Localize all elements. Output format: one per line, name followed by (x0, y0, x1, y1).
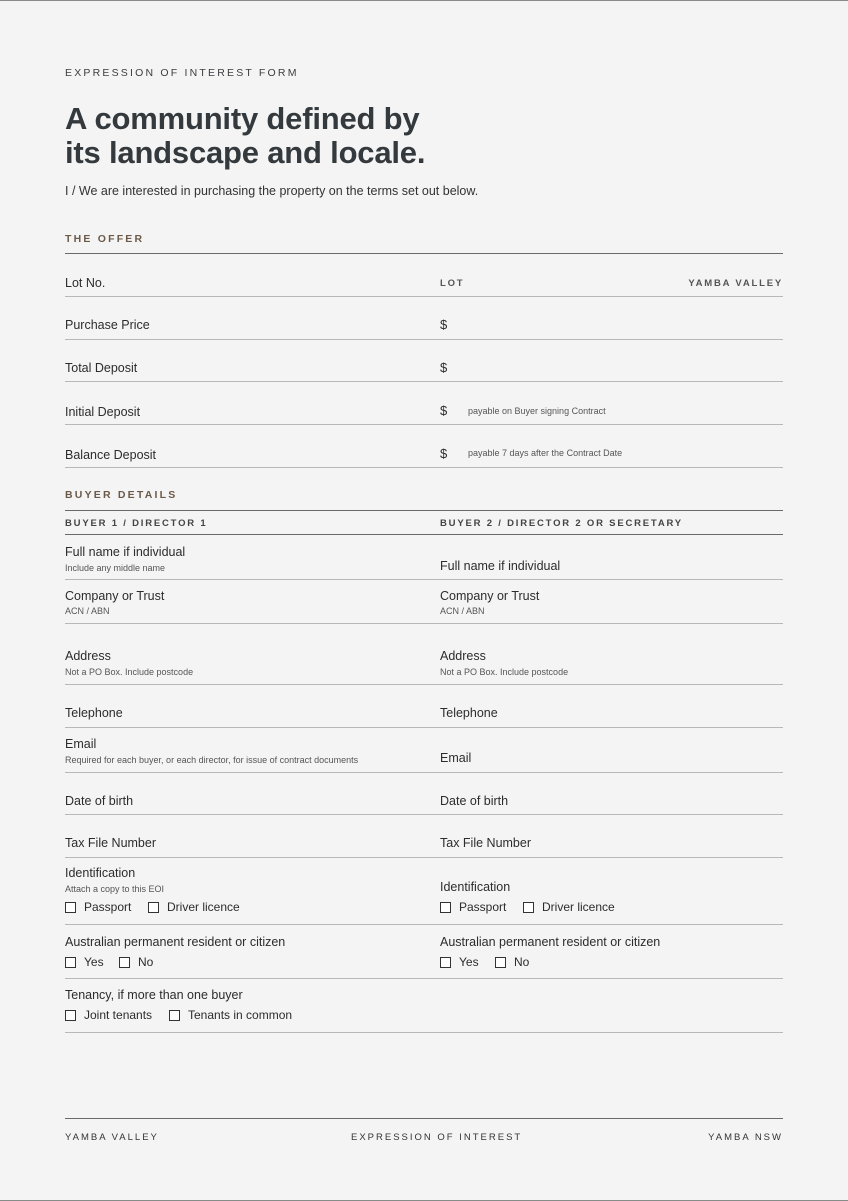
no-label: No (514, 955, 530, 969)
divider (65, 534, 783, 535)
footer-right: YAMBA NSW (708, 1132, 783, 1143)
lot-prefix: LOT (440, 278, 465, 289)
buyer-details-heading: BUYER DETAILS (65, 489, 178, 501)
joint-tenants-option[interactable] (65, 1008, 152, 1022)
total-deposit-label: Total Deposit (65, 361, 138, 375)
currency-symbol: $ (440, 403, 448, 418)
yes-label: Yes (459, 955, 479, 969)
intro-text: I / We are interested in purchasing the property on the terms set out below. (65, 184, 479, 198)
divider (65, 510, 783, 511)
checkbox-icon[interactable] (65, 902, 76, 913)
buyer2-resident-label: Australian permanent resident or citizen (440, 935, 661, 949)
checkbox-icon[interactable] (495, 957, 506, 968)
buyer2-address-hint: Not a PO Box. Include postcode (440, 667, 569, 677)
buyer1-fullname-label: Full name if individual (65, 545, 186, 559)
divider (65, 924, 783, 925)
divider (65, 978, 783, 979)
driver-licence-label: Driver licence (542, 900, 615, 914)
driver-licence-label: Driver licence (167, 900, 240, 914)
buyer1-company-hint: ACN / ABN (65, 606, 110, 616)
buyer1-identification-hint: Attach a copy to this EOI (65, 884, 165, 894)
checkbox-icon[interactable] (523, 902, 534, 913)
buyer2-identification-label: Identification (440, 880, 511, 894)
buyer1-resident-yes-option[interactable] (65, 955, 104, 969)
lot-estate-name: YAMBA VALLEY (688, 278, 783, 289)
buyer2-driver-licence-option[interactable] (523, 900, 615, 914)
buyer1-address-hint: Not a PO Box. Include postcode (65, 667, 194, 677)
initial-deposit-note: payable on Buyer signing Contract (468, 406, 606, 416)
buyer2-fullname-label: Full name if individual (440, 559, 561, 573)
buyer1-email-label: Email (65, 737, 97, 751)
offer-heading: THE OFFER (65, 233, 145, 245)
joint-tenants-label: Joint tenants (84, 1008, 153, 1022)
passport-label: Passport (84, 900, 132, 914)
tfn-input-line[interactable] (65, 857, 783, 858)
buyer-1-heading: BUYER 1 / DIRECTOR 1 (65, 518, 208, 529)
buyer2-passport-option[interactable] (440, 900, 506, 914)
purchase-price-label: Purchase Price (65, 318, 150, 332)
dob-input-line[interactable] (65, 814, 783, 815)
divider (65, 253, 783, 254)
buyer1-email-hint: Required for each buyer, or each director, for issue of contract documents (65, 755, 359, 765)
total-deposit-input-line[interactable] (65, 381, 783, 382)
address-input-line[interactable] (65, 684, 783, 685)
yes-label: Yes (84, 955, 104, 969)
checkbox-icon[interactable] (65, 957, 76, 968)
form-eyebrow: EXPRESSION OF INTEREST FORM (65, 67, 299, 79)
footer-center: EXPRESSION OF INTEREST (351, 1132, 523, 1143)
divider (65, 1032, 783, 1033)
buyer1-passport-option[interactable] (65, 900, 131, 914)
tenancy-label: Tenancy, if more than one buyer (65, 988, 243, 1002)
checkbox-icon[interactable] (440, 902, 451, 913)
balance-deposit-label: Balance Deposit (65, 448, 157, 462)
buyer1-address-label: Address (65, 649, 111, 663)
initial-deposit-input-line[interactable] (65, 424, 783, 425)
footer-left: YAMBA VALLEY (65, 1132, 159, 1143)
email-input-line[interactable] (65, 772, 783, 773)
company-input-line[interactable] (65, 623, 783, 624)
telephone-input-line[interactable] (65, 727, 783, 728)
title-line-1: A community defined by (65, 101, 420, 136)
buyer1-fullname-hint: Include any middle name (65, 563, 166, 573)
buyer1-tfn-label: Tax File Number (65, 836, 156, 850)
buyer1-dob-label: Date of birth (65, 794, 134, 808)
checkbox-icon[interactable] (440, 957, 451, 968)
buyer2-resident-no-option[interactable] (495, 955, 529, 969)
buyer1-resident-no-option[interactable] (119, 955, 153, 969)
buyer2-dob-label: Date of birth (440, 794, 509, 808)
checkbox-icon[interactable] (65, 1010, 76, 1021)
buyer1-company-label: Company or Trust (65, 589, 165, 603)
no-label: No (138, 955, 154, 969)
currency-symbol: $ (440, 317, 448, 332)
checkbox-icon[interactable] (148, 902, 159, 913)
buyer2-resident-yes-option[interactable] (440, 955, 479, 969)
buyer1-telephone-label: Telephone (65, 706, 123, 720)
checkbox-icon[interactable] (169, 1010, 180, 1021)
fullname-input-line[interactable] (65, 579, 783, 580)
checkbox-icon[interactable] (119, 957, 130, 968)
passport-label: Passport (459, 900, 507, 914)
tenants-in-common-option[interactable] (169, 1008, 292, 1022)
buyer2-email-label: Email (440, 751, 472, 765)
balance-deposit-input-line[interactable] (65, 467, 783, 468)
buyer2-company-label: Company or Trust (440, 589, 540, 603)
buyer1-resident-label: Australian permanent resident or citizen (65, 935, 286, 949)
balance-deposit-note: payable 7 days after the Contract Date (468, 448, 623, 458)
footer-divider (65, 1118, 783, 1119)
buyer2-telephone-label: Telephone (440, 706, 498, 720)
currency-symbol: $ (440, 446, 448, 461)
buyer1-driver-licence-option[interactable] (148, 900, 240, 914)
buyer2-tfn-label: Tax File Number (440, 836, 531, 850)
tenants-in-common-label: Tenants in common (188, 1008, 293, 1022)
purchase-price-input-line[interactable] (65, 339, 783, 340)
lot-input-line[interactable] (65, 296, 783, 297)
title-line-2: its landscape and locale. (65, 135, 426, 170)
lot-label: Lot No. (65, 276, 106, 290)
currency-symbol: $ (440, 360, 448, 375)
buyer2-address-label: Address (440, 649, 486, 663)
buyer-2-heading: BUYER 2 / DIRECTOR 2 OR SECRETARY (440, 518, 683, 529)
buyer2-company-hint: ACN / ABN (440, 606, 485, 616)
buyer1-identification-label: Identification (65, 866, 136, 880)
page-title (65, 102, 425, 170)
initial-deposit-label: Initial Deposit (65, 405, 141, 419)
